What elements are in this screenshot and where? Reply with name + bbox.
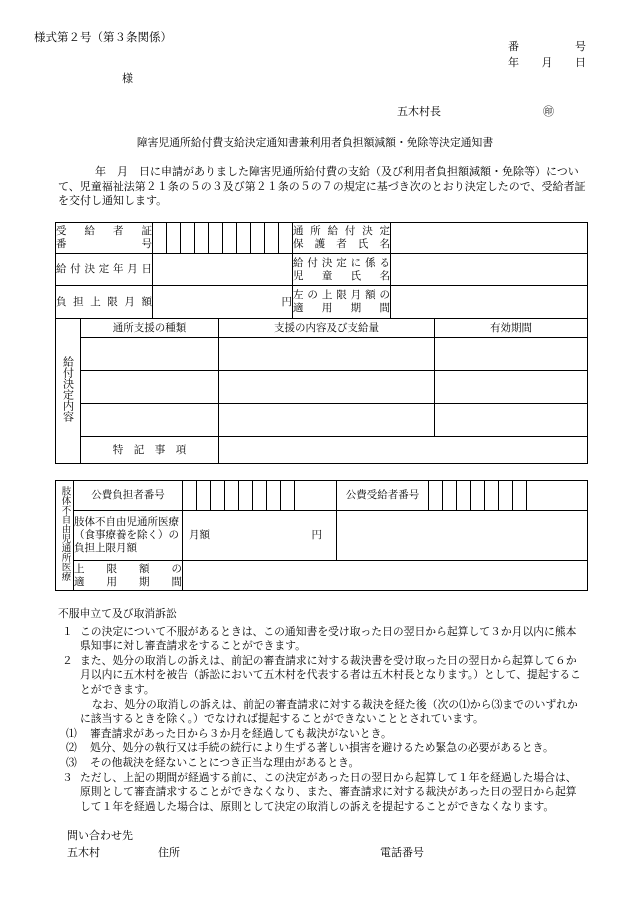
medical-cap-period-field — [183, 561, 588, 591]
valid-period-cell — [435, 371, 588, 404]
monthly-cap-field: 円 — [153, 286, 293, 319]
recipient-number-digit-cell — [265, 223, 279, 254]
item-text: この決定について不服があるときは、この通知書を受け取った日の翌日から起算して３か月以内に熊本県知事に対し審査請求をすることができます。 — [80, 624, 577, 653]
item-number: ２ — [62, 653, 73, 667]
recipient-number-digit-cell — [513, 481, 527, 511]
decision-content-label: 給付決定内容 — [61, 356, 75, 422]
payer-number-digit-cell — [239, 481, 253, 511]
case-number: ⑵ — [66, 741, 77, 755]
notice-case-2 — [58, 741, 588, 756]
recipient-number-digit-cell — [237, 223, 251, 254]
cap-period-label — [293, 286, 391, 319]
notice-case-3 — [58, 756, 588, 771]
label-line: 肢体不自由児通所医療 — [74, 516, 179, 528]
column-header-service-type: 通所支援の種類 — [81, 319, 219, 338]
table-row — [56, 254, 588, 286]
table-row — [56, 511, 588, 561]
seal-mark: ㊞ — [543, 105, 554, 118]
medical-monthly-cap-label — [74, 511, 183, 561]
document-date-label: 年 月 日 — [508, 56, 586, 69]
notice-item-2 — [58, 654, 588, 698]
item-number: ３ — [62, 770, 73, 784]
medical-section-label-cell — [56, 481, 74, 591]
recipient-number-digit-cell — [485, 481, 499, 511]
table-row — [56, 481, 588, 511]
label-line: 適用期間 — [293, 302, 390, 314]
recipient-number-digit-cell — [195, 223, 209, 254]
label-line: 通所給付決定 — [293, 225, 390, 237]
recipient-number-digit-cell — [279, 223, 293, 254]
medical-table — [55, 480, 587, 591]
case-number: ⑴ — [66, 726, 77, 740]
issuer-name: 五木村長 — [397, 105, 441, 118]
medical-cap-period-label — [74, 561, 183, 591]
item-text: また、処分の取消しの訴えは、前記の審査請求に対する裁決書を受け取った日の翌日から起算して６か月以内に五木村を被告（訴訟において五木村を代表する者は五木村長となります。）として、提起することができます。 — [80, 653, 581, 696]
label-line: 受給者証 — [56, 225, 152, 237]
case-text: 処分、処分の執行又は手続の続行により生ずる著しい損害を避けるため緊急の必要があるとき。 — [90, 741, 554, 755]
contact-organization: 五木村 — [67, 846, 100, 859]
monthly-cap-label — [56, 286, 153, 319]
document-title: 障害児通所給付費支給決定通知書兼利用者負担額減額・免除等決定通知書 — [136, 136, 494, 149]
decision-content-label-cell — [56, 319, 81, 464]
column-header-service-content: 支援の内容及び支給量 — [219, 319, 435, 338]
label-line: 給付決定に係る — [293, 256, 390, 269]
notice-item-3 — [58, 771, 588, 815]
recipient-number-digit-cell — [251, 223, 265, 254]
remarks-label: 特 記 事 項 — [81, 437, 219, 464]
form-number: 様式第２号（第３条関係） — [34, 30, 172, 44]
intro-paragraph: 年 月 日に申請がありました障害児通所給付費の支給（及び利用者負担額減額・免除等）について、児童福祉法第２１条の５の３及び第２１条の５の７の規定に基づき次のとおり決定したので、受給者証を交付し通知します。 — [58, 165, 586, 207]
document-number-label: 番 号 — [508, 40, 586, 53]
label-line: 保護者氏名 — [293, 238, 390, 250]
notice-case-1 — [58, 727, 588, 742]
service-content-cell — [219, 371, 435, 404]
service-type-cell — [81, 338, 219, 371]
table-row — [56, 371, 588, 404]
item-text: ただし、上記の期間が経過する前に、この決定があった日の翌日から起算して１年を経過した場合は、原則として審査請求することができなくなり、また、審査請求に対する裁決があった日の翌日から起算して１年を経過した場合は、原則として決定の取消しの訴えを提起することができなくなります。 — [80, 770, 577, 813]
table-header-row — [56, 319, 588, 338]
decision-date-label — [56, 254, 153, 286]
label-line: 番号 — [56, 238, 152, 250]
guardian-name-label — [293, 223, 391, 254]
service-content-cell — [219, 404, 435, 437]
recipient-number-digit-cell — [223, 223, 237, 254]
notice-item-2-note: なお、処分の取消しの訴えは、前記の審査請求に対する裁決を経た後（次の⑴から⑶までのいずれかに該当するときを除く。）でなければ提起することができないこととされています。 — [80, 697, 578, 726]
cap-period-field — [391, 286, 588, 319]
medical-monthly-cap-field — [183, 511, 337, 561]
valid-period-cell — [435, 404, 588, 437]
recipient-number-digit-cell — [457, 481, 471, 511]
recipient-number-digit-cell — [471, 481, 485, 511]
label-line: 負担上限月額 — [74, 542, 137, 554]
appeal-notice-heading: 不服申立て及び取消訴訟 — [58, 607, 177, 620]
appeal-notice-items — [58, 625, 588, 815]
monthly-prefix: 月額 — [189, 529, 210, 541]
recipient-number-label: 公費受給者番号 — [337, 481, 429, 511]
blank-cell — [337, 511, 588, 561]
payer-number-digit-cell — [225, 481, 239, 511]
recipient-number-digit-cell — [209, 223, 223, 254]
case-number: ⑶ — [66, 755, 77, 769]
payer-number-digit-cell — [267, 481, 281, 511]
valid-period-cell — [435, 338, 588, 371]
recipient-number-digit-cell — [443, 481, 457, 511]
guardian-name-field — [391, 223, 588, 254]
yen-unit: 円 — [311, 529, 322, 541]
decision-date-field — [153, 254, 293, 286]
medical-section-label: 肢体不自由児通所医療 — [59, 486, 71, 581]
payer-number-digit-cell — [253, 481, 267, 511]
table-row — [56, 437, 588, 464]
payer-number-digit-cell — [211, 481, 225, 511]
decision-content-table — [55, 318, 588, 464]
label-line: 児童氏名 — [293, 269, 390, 282]
child-name-label — [293, 254, 391, 286]
payer-number-label: 公費負担者番号 — [74, 481, 183, 511]
label-line: （食事療養を除く）の — [74, 529, 179, 541]
service-type-cell — [81, 404, 219, 437]
label-line: 適用期間 — [74, 575, 182, 588]
table-row — [56, 286, 588, 319]
recipient-number-digit-cell — [499, 481, 513, 511]
recipient-number-digit-cell — [153, 223, 167, 254]
service-content-cell — [219, 338, 435, 371]
case-text: 審査請求があった日から３か月を経過しても裁決がないとき。 — [90, 726, 392, 740]
notice-item-1 — [58, 625, 588, 654]
table-row — [56, 223, 588, 254]
blank-cell — [527, 481, 588, 511]
blank-cell — [295, 481, 337, 511]
table-row — [56, 338, 588, 371]
label-line: 左の上限月額の — [293, 289, 390, 301]
contact-phone-label: 電話番号 — [380, 846, 424, 859]
column-header-valid-period: 有効期間 — [435, 319, 588, 338]
payer-number-digit-cell — [197, 481, 211, 511]
table-row — [56, 561, 588, 591]
payer-number-digit-cell — [183, 481, 197, 511]
child-name-field — [391, 254, 588, 286]
monthly-amount-line — [183, 529, 336, 542]
table-row — [56, 404, 588, 437]
label-line: 負担上限月額 — [56, 295, 152, 308]
service-type-cell — [81, 371, 219, 404]
decision-table — [55, 222, 587, 464]
item-number: １ — [62, 624, 73, 638]
contact-heading: 問い合わせ先 — [67, 829, 133, 842]
addressee-suffix: 様 — [122, 72, 133, 85]
medical-table-grid — [55, 480, 588, 591]
recipient-certificate-number-label — [56, 223, 153, 254]
recipient-number-digit-cell — [181, 223, 195, 254]
case-text: その他裁決を経ないことにつき正当な理由があるとき。 — [90, 755, 360, 769]
recipient-number-digit-cell — [429, 481, 443, 511]
decision-table-upper — [55, 222, 588, 319]
label-line: 給付決定年月日 — [56, 263, 152, 275]
payer-number-digit-cell — [281, 481, 295, 511]
label-line: 上限額の — [74, 562, 182, 575]
recipient-number-digit-cell — [167, 223, 181, 254]
remarks-field — [219, 437, 588, 464]
contact-address-label: 住所 — [158, 846, 180, 859]
appeal-notice — [58, 607, 588, 814]
